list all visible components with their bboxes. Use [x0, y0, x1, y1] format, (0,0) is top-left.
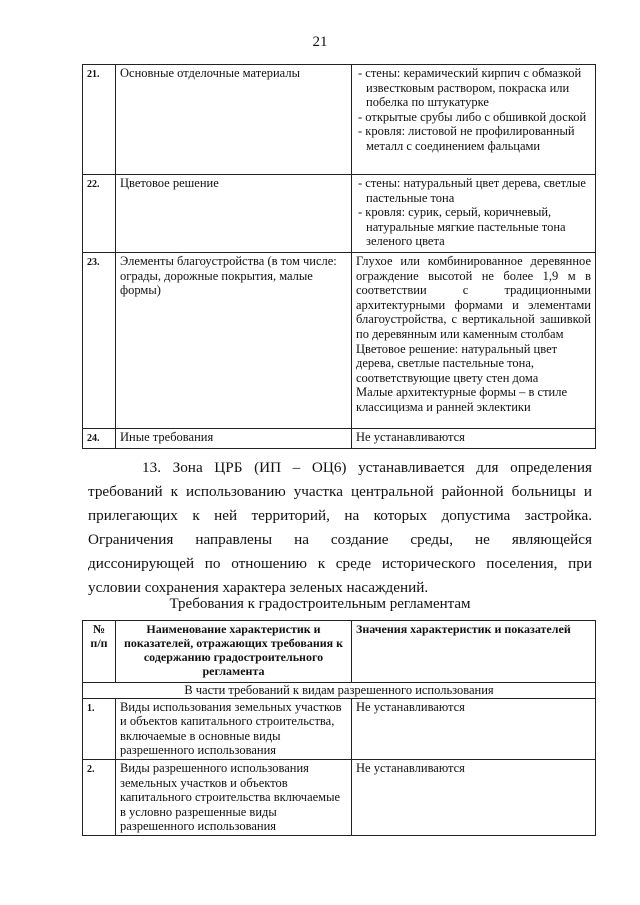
value-forms: Малые архитектурные формы – в стиле классицизма и ранней эклектики [356, 385, 568, 414]
table-row [83, 759, 596, 835]
value-item: - стены: керамический кирпич с обмазкой известковым раствором, покраска или побелка по штукатурке [358, 66, 582, 110]
characteristic-name: Виды использования земельных участков и объектов капитального строительства, включаемые в основные виды разрешенного использования [116, 698, 352, 759]
table-caption: Требования к градостроительным регламентам [169, 596, 471, 612]
page-number: 21 [312, 34, 328, 50]
value-fence: Глухое или комбинированное деревянное ограждение высотой не более 1,9 м в соответствии с традиционными архитектурными формами и элементами благоустройства, с вертикальной зашивкой по деревянным или каменным столбам [356, 254, 591, 341]
requirements-table-continued [82, 64, 596, 449]
characteristic-value [352, 65, 596, 175]
characteristic-name: Виды разрешенного использования земельных участков и объектов капитального строительства включаемые в условно разрешенные виды разрешенного использования [116, 759, 352, 835]
header-name: Наименование характеристик и показателей, отражающих требования к содержанию градостроительного регламента [116, 621, 352, 683]
characteristic-value [352, 253, 596, 429]
table-row [83, 175, 596, 253]
zone-paragraph-text: 13. Зона ЦРБ (ИП – ОЦ6) устанавливается для определения требований к использованию участка центральной районной больницы и прилегающих к ней территорий, на которых допустима застройка. Ограничения направлены на создание среды, не являющейся диссонирующей по отношению к среде исторического поселения, при условии сохранения характера зеленых насаждений. [88, 459, 592, 596]
characteristic-name: Иные требования [116, 429, 352, 449]
characteristic-value: Не устанавливаются [352, 759, 596, 835]
row-number: 24. [83, 429, 116, 449]
table-row [83, 253, 596, 429]
urban-planning-regulations-table [82, 620, 596, 836]
table-header-row [83, 621, 596, 683]
row-number: 21. [83, 65, 116, 175]
value-item: - кровля: сурик, серый, коричневый, натуральные мягкие пастельные тона зеленого цвета [358, 205, 566, 249]
value-item: - стены: натуральный цвет дерева, светлые пастельные тона [358, 176, 586, 205]
row-number: 23. [83, 253, 116, 429]
characteristic-name: Основные отделочные материалы [116, 65, 352, 175]
value-color: Цветовое решение: натуральный цвет дерева, светлые пастельные тона, соответствующие цвету стен дома [356, 341, 558, 385]
value-item: - открытые срубы либо с обшивкой доской [358, 109, 587, 124]
row-number: 1. [83, 698, 116, 759]
characteristic-name: Элементы благоустройства (в том числе: ограды, дорожные покрытия, малые формы) [116, 253, 352, 429]
table-section-row [83, 683, 596, 699]
value-item: - кровля: листовой не профилированный металл с соединением фальцами [358, 124, 575, 153]
characteristic-value [352, 175, 596, 253]
characteristic-name: Цветовое решение [116, 175, 352, 253]
table-row [83, 429, 596, 449]
header-value: Значения характеристик и показателей [352, 621, 596, 683]
characteristic-value: Не устанавливаются [352, 698, 596, 759]
section-title: В части требований к видам разрешенного использования [83, 683, 596, 699]
zone-paragraph [88, 456, 592, 600]
header-number: № п/п [83, 621, 116, 683]
row-number: 2. [83, 759, 116, 835]
row-number: 22. [83, 175, 116, 253]
table-row [83, 698, 596, 759]
table-row [83, 65, 596, 175]
characteristic-value: Не устанавливаются [352, 429, 596, 449]
